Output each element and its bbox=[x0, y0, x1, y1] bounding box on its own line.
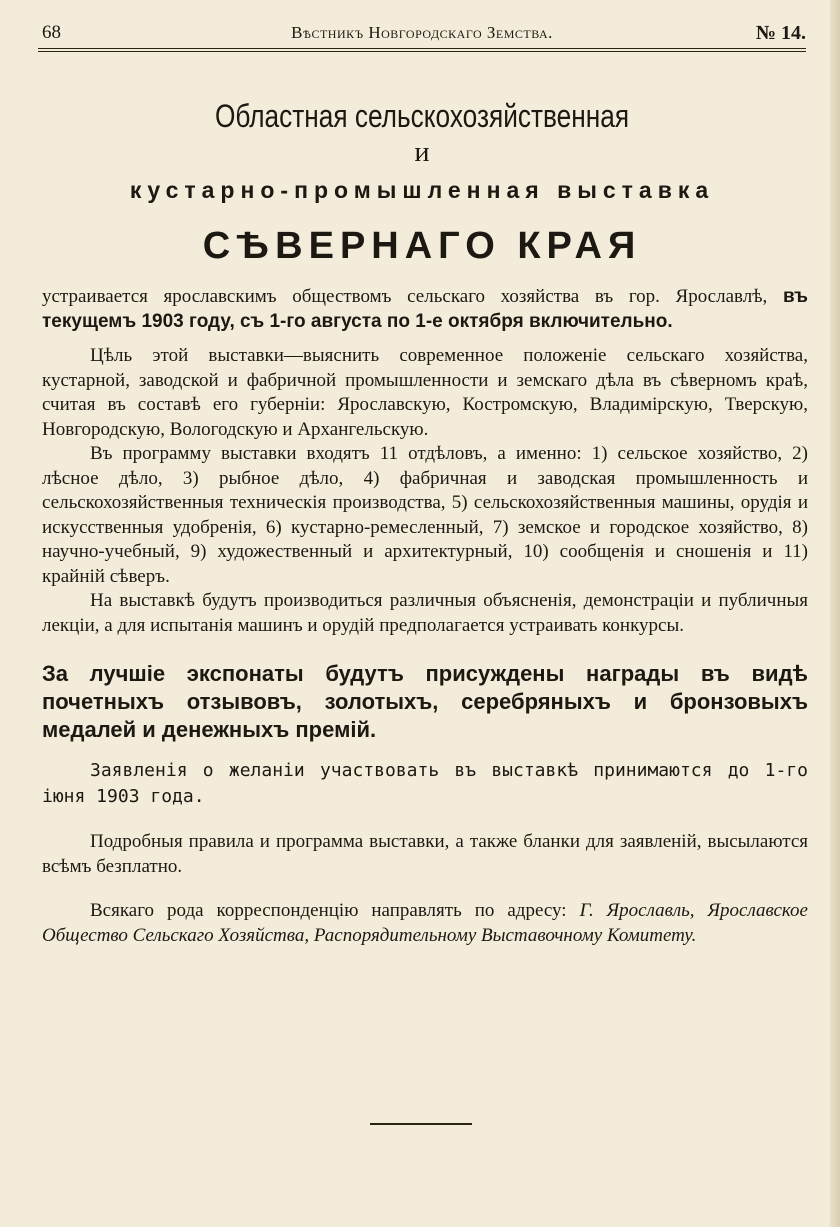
deadline-paragraph: Заявленiя о желанiи участвовать въ выставкѣ принимаются до 1-го iюня 1903 года. bbox=[42, 760, 808, 807]
purpose-paragraph: Цѣль этой выставки—выяснить современное положенiе сельскаго хозяйства, кустарной, заводской и фабричной промышленности и земскаго дѣла въ сѣверномъ краѣ, считая въ составѣ его губернiи: Ярославскую, Костромскую, Владимiрскую, Тверскую, Новгородскую, Вологодскую и Архангельскую. bbox=[42, 345, 808, 440]
awards-paragraph: За лучшiе экспонаты будутъ присуждены награды въ видѣ почетныхъ отзывовъ, золотыхъ, серебряныхъ и бронзовыхъ медалей и денежныхъ премiй. bbox=[42, 661, 808, 742]
announcement-title bbox=[38, 96, 806, 276]
announcement-body bbox=[42, 285, 808, 948]
running-title: Вѣстникъ Новгородскаго Земства. bbox=[291, 23, 553, 42]
page-number: 68 bbox=[42, 22, 61, 43]
correspondence-paragraph bbox=[42, 899, 808, 948]
intro-dates: въ текущемъ 1903 году, съ 1-го августа по 1-е октября включительно. bbox=[42, 286, 808, 332]
issue-number: № 14. bbox=[755, 22, 806, 44]
program-paragraph: Въ программу выставки входятъ 11 отдѣловъ, а именно: 1) сельское хозяйство, 2) лѣсное дѣло, 3) рыбное дѣло, 4) фабричная и заводская промышленность и сельскохозяйственныя техническiя производства, 5) сельскохозяйственныя машины, орудiя и искусственныя удобренiя, 6) кустарно-ремесленный, 7) земское и городское хозяйство, 8) научно-учебный, 9) художественный и архитектурный, 10) сообщенiя и сношенiя и 11) крайнiй сѣверъ. bbox=[42, 443, 808, 587]
title-line-2: кустарно-промышленная выставка bbox=[129, 177, 715, 203]
intro-regular: устраивается ярославскимъ обществомъ сельскаго хозяйства въ гор. Ярославлѣ, bbox=[42, 286, 768, 307]
correspondence-address: Г. Ярославль, Ярославское Общество Сельскаго Хозяйства, Распорядительному Выставочному Комитету. bbox=[42, 900, 808, 946]
title-line-1: Областная сельскохозяйственная bbox=[214, 98, 630, 134]
rules-paragraph: Подробныя правила и программа выставки, а также бланки для заявленiй, высылаются всѣмъ безплатно. bbox=[42, 831, 808, 877]
title-conjunction: и bbox=[414, 137, 430, 168]
closing-rule bbox=[370, 1123, 472, 1125]
correspondence-regular: Всякаго рода корреспонденцiю направлять по адресу: bbox=[90, 900, 567, 921]
intro-paragraph bbox=[42, 285, 808, 334]
header-rule bbox=[38, 48, 806, 52]
title-region: СѢВЕРНАГО КРАЯ bbox=[202, 225, 642, 267]
page-edge bbox=[830, 0, 840, 1227]
page-header bbox=[38, 22, 806, 50]
lectures-paragraph: На выставкѣ будутъ производиться различныя объясненiя, демонстрацiи и публичныя лекцiи, а для испытанiя машинъ и орудiй предполагается устраивать конкурсы. bbox=[42, 590, 808, 636]
